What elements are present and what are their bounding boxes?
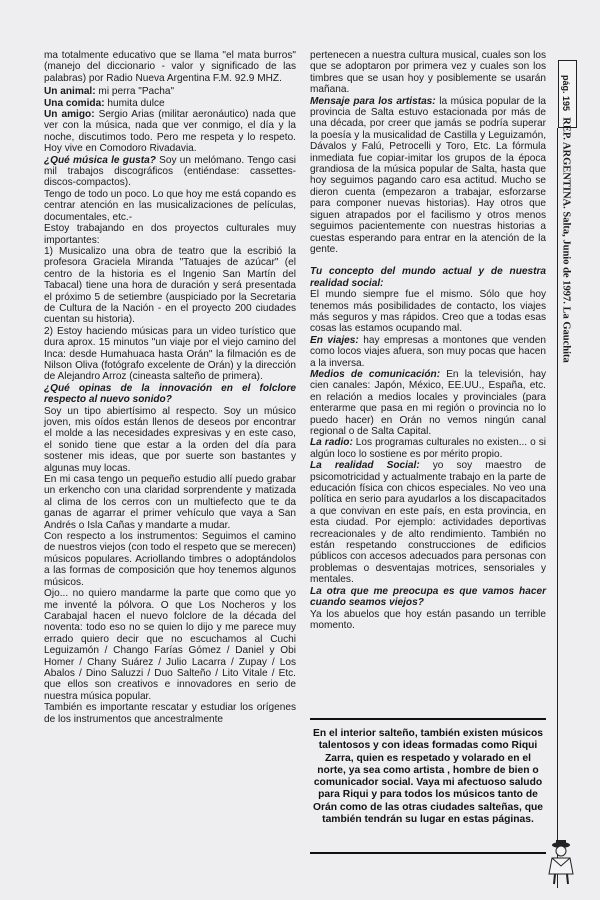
- right-column: [310, 50, 546, 631]
- realidad-text: yo soy maestro de psicomotricidad y actualmente trabajo en la parte de educación física con chicos especiales. No veo una política en serio para ayudarlos a los discapacitados a que convivan en este país, en esta provincia, en esta ciudad. Por ejemplo: actividades deportivas recreacionales y de alto rendimiento. También no están respetando construcciones de edificios públicos con accesos adecuados para personas con problemas o desventajas motrices, sensoriales y mentales.: [310, 460, 546, 586]
- question-old-age: La otra que me preocupa es que vamos hacer cuando seamos viejos?: [310, 585, 546, 609]
- comida-label: Una comida:: [44, 97, 105, 109]
- medios-line: [310, 369, 546, 437]
- side-vertical-rule: [557, 128, 558, 888]
- radio-line: [310, 437, 546, 460]
- realidad-label: La realidad Social:: [310, 460, 420, 472]
- amigo-label: Un amigo:: [44, 109, 95, 121]
- paragraph: Ya los abuelos que hoy están pasando un terrible momento.: [310, 608, 546, 631]
- paragraph: Ojo... no quiero mandarme la parte que como que yo me inventé la pólvora. O que Los Nocheros y los Carabajal hacen el nuevo folclore de la década del noventa: todo eso no se quien lo dijo y me parece muy errado quiero decir que no escuchamos al Cuchi Leguizamón / Chango Farías Gómez / Daniel y Obi Homer / Chany Suárez / Julio Lacarra / Zupay / Los Abalos / Dino Saluzzi / Duo Salteño / Lito Vitale / Etc. que ellos son creativos e innovadores en serio de nuestra música popular.: [44, 588, 296, 702]
- animal-label: Un animal:: [44, 86, 96, 98]
- box-bottom-rule: [310, 852, 546, 854]
- paragraph: 1) Musicalizo una obra de teatro que la escribió la profesora Graciela Miranda "Tatuajes de azúcar" (el centro de la historia es el Ingenio San Martín del Tabacal) tiene una hora de duración y será presentada el próximo 5 de setiembre (auspiciado por la Secretaria de Cultura de la Nación - en el proyecto 200 ciudades cuentan su historia).: [44, 245, 296, 326]
- paragraph: Estoy trabajando en dos proyectos culturales muy importantes:: [44, 223, 296, 246]
- medios-label: Medios de comunicación:: [310, 368, 441, 380]
- gaucho-mascot-icon: [544, 838, 578, 886]
- comida-text: humita dulce: [104, 97, 165, 109]
- left-column: [44, 50, 296, 725]
- paragraph: Con respecto a los instrumentos: Seguimos el camino de nuestros viejos (con todo el respeto que se merecen) músicos populares. Acriollando timbres o adoptándolos a las formas de composición que hoy tenemos algunos músicos.: [44, 531, 296, 588]
- paragraph: Soy un tipo abiertísimo al respecto. Soy un músico joven, mis oídos están llenos de deseos por encontrar el molde a las necesidades expresivas y en este caso, el sonido tiene que estar a la orden del día para sostener mis ideas, que por suerte son bastantes y algunas muy locas.: [44, 405, 296, 474]
- amigo-line: [44, 109, 296, 155]
- viajes-line: [310, 335, 546, 369]
- animal-line: [44, 86, 296, 97]
- issue-header: REP. ARGENTINA. Salta, Junio de 1997. La Gauchita: [560, 117, 572, 363]
- paragraph: Tengo de todo un poco. Lo que hoy me está copando es centrar atención en las musicalizaciones de películas, documentales, etc.-: [44, 188, 296, 223]
- page-number: pág. 195: [561, 74, 571, 112]
- realidad-line: [310, 460, 546, 585]
- question-innovation: ¿Qué opinas de la innovación en el folclore respecto al nuevo sonido?: [44, 382, 296, 406]
- question-label: ¿Qué música le gusta?: [44, 154, 156, 166]
- mensaje-label: Mensaje para los artistas:: [310, 95, 436, 107]
- box-top-rule: [310, 718, 546, 720]
- mensaje-text: la música popular de la provincia de Salta estuvo estacionada por más de una década, por creer que jamás se podría superar la poesía y la musicalidad de Castilla y Leguizamón, Dávalos y Falú, Petrocelli y Toro, Etc. La fórmula inmediata fue copiar-imitar los grupos de la época grandiosa de la música popular de Salta, hasta que hoy seguimos pagando caro esa actitud. Mucho se dieron cuenta (empezaron a trabajar, esforzarse para componer nuevas historias). Hay otros que siguen atrapados por el facilismo y otros menos seguimos pacientemente con nuestras historias a cuestas esperando para entrar en la atención de la gente.: [310, 95, 547, 255]
- paragraph: También es importante rescatar y estudiar los orígenes de los instrumentos que ancestralmente: [44, 702, 296, 725]
- animal-text: mi perra "Pacha": [95, 86, 175, 98]
- medios-text: En la televisión, hay cien canales: Japón, México, EE.UU., España, etc. en relación a medios locales y provinciales (para enterarme que pasa en mi región o provincia no lo puedo hacer) en Orán no vemos ningún canal regional o de Salta Capital.: [310, 368, 546, 437]
- paragraph: El mundo siempre fue el mismo. Sólo que hoy tenemos más posibilidades de contacto, los viajes más seguros y mas rápidos. Creo que a todas esas cosas las estamos ocupando mal.: [310, 289, 546, 335]
- amigo-text: Sergio Arias (militar aeronáutico) nada que ver con la música, nada que ver conmigo, el día y la noche, discutimos todo. Pero me respeta y lo respeto. Hoy vive en Comodoro Rivadavia.: [44, 109, 296, 155]
- viajes-text: hay empresas a montones que venden como locos viajes afuera, son muy pocas que hacen a la inversa.: [310, 334, 546, 369]
- comida-line: [44, 98, 296, 109]
- mensaje-line: [310, 96, 546, 256]
- paragraph: 2) Estoy haciendo músicas para un video turístico que dura aprox. 15 minutos "un viaje por el viejo camino del Inca: desde Humahuaca hasta Orán" la filmación es de Nilson Oliva (fotógrafo excelente de Orán) y la dirección de Alejandro Arroz (cineasta salteño de primera).: [44, 325, 296, 383]
- paragraph: En mi casa tengo un pequeño estudio allí puedo grabar un erkencho con una claridad sorprendente y matizada al clima de los cerros con un multiefecto que te da ganas de agarrar el primer vehículo que vaya a San Andrés o Isla Cañas y mandarte a mudar.: [44, 474, 296, 531]
- question-world: Tu concepto del mundo actual y de nuestra realidad social:: [310, 266, 546, 289]
- question-music: [44, 155, 296, 189]
- highlight-box: En el interior salteño, también existen músicos talentosos y con ideas formadas como Riqui Zarra, quien es respetado y volarado en el norte, ya sea como artista , hombre de bien o comunicador social. Vaya mi afectuoso saludo para Riqui y para todos los músicos tanto de Orán como de las otras ciudades salteñas, que también tendrán su lugar en estas páginas.: [312, 728, 544, 826]
- radio-label: La radio:: [310, 437, 353, 449]
- question-answer: Soy un melómano. Tengo casi mil trabajos discográficos (entiéndase: cassettes-discos-compactos).: [44, 154, 297, 189]
- paragraph: ma totalmente educativo que se llama "el mata burros" (manejo del diccionario - valor y significado de las palabras) por Radio Nueva Argentina F.M. 92.9 MHZ.: [44, 50, 296, 84]
- radio-text: Los programas culturales no existen... o si algún loco lo sostiene es por mérito propio.: [310, 437, 546, 460]
- paragraph: pertenecen a nuestra cultura musical, cuales son los que se adoptaron por primera vez y cuales son los timbres que se usan hoy y posiblemente se usarán mañana.: [310, 50, 546, 96]
- viajes-label: En viajes:: [310, 334, 359, 346]
